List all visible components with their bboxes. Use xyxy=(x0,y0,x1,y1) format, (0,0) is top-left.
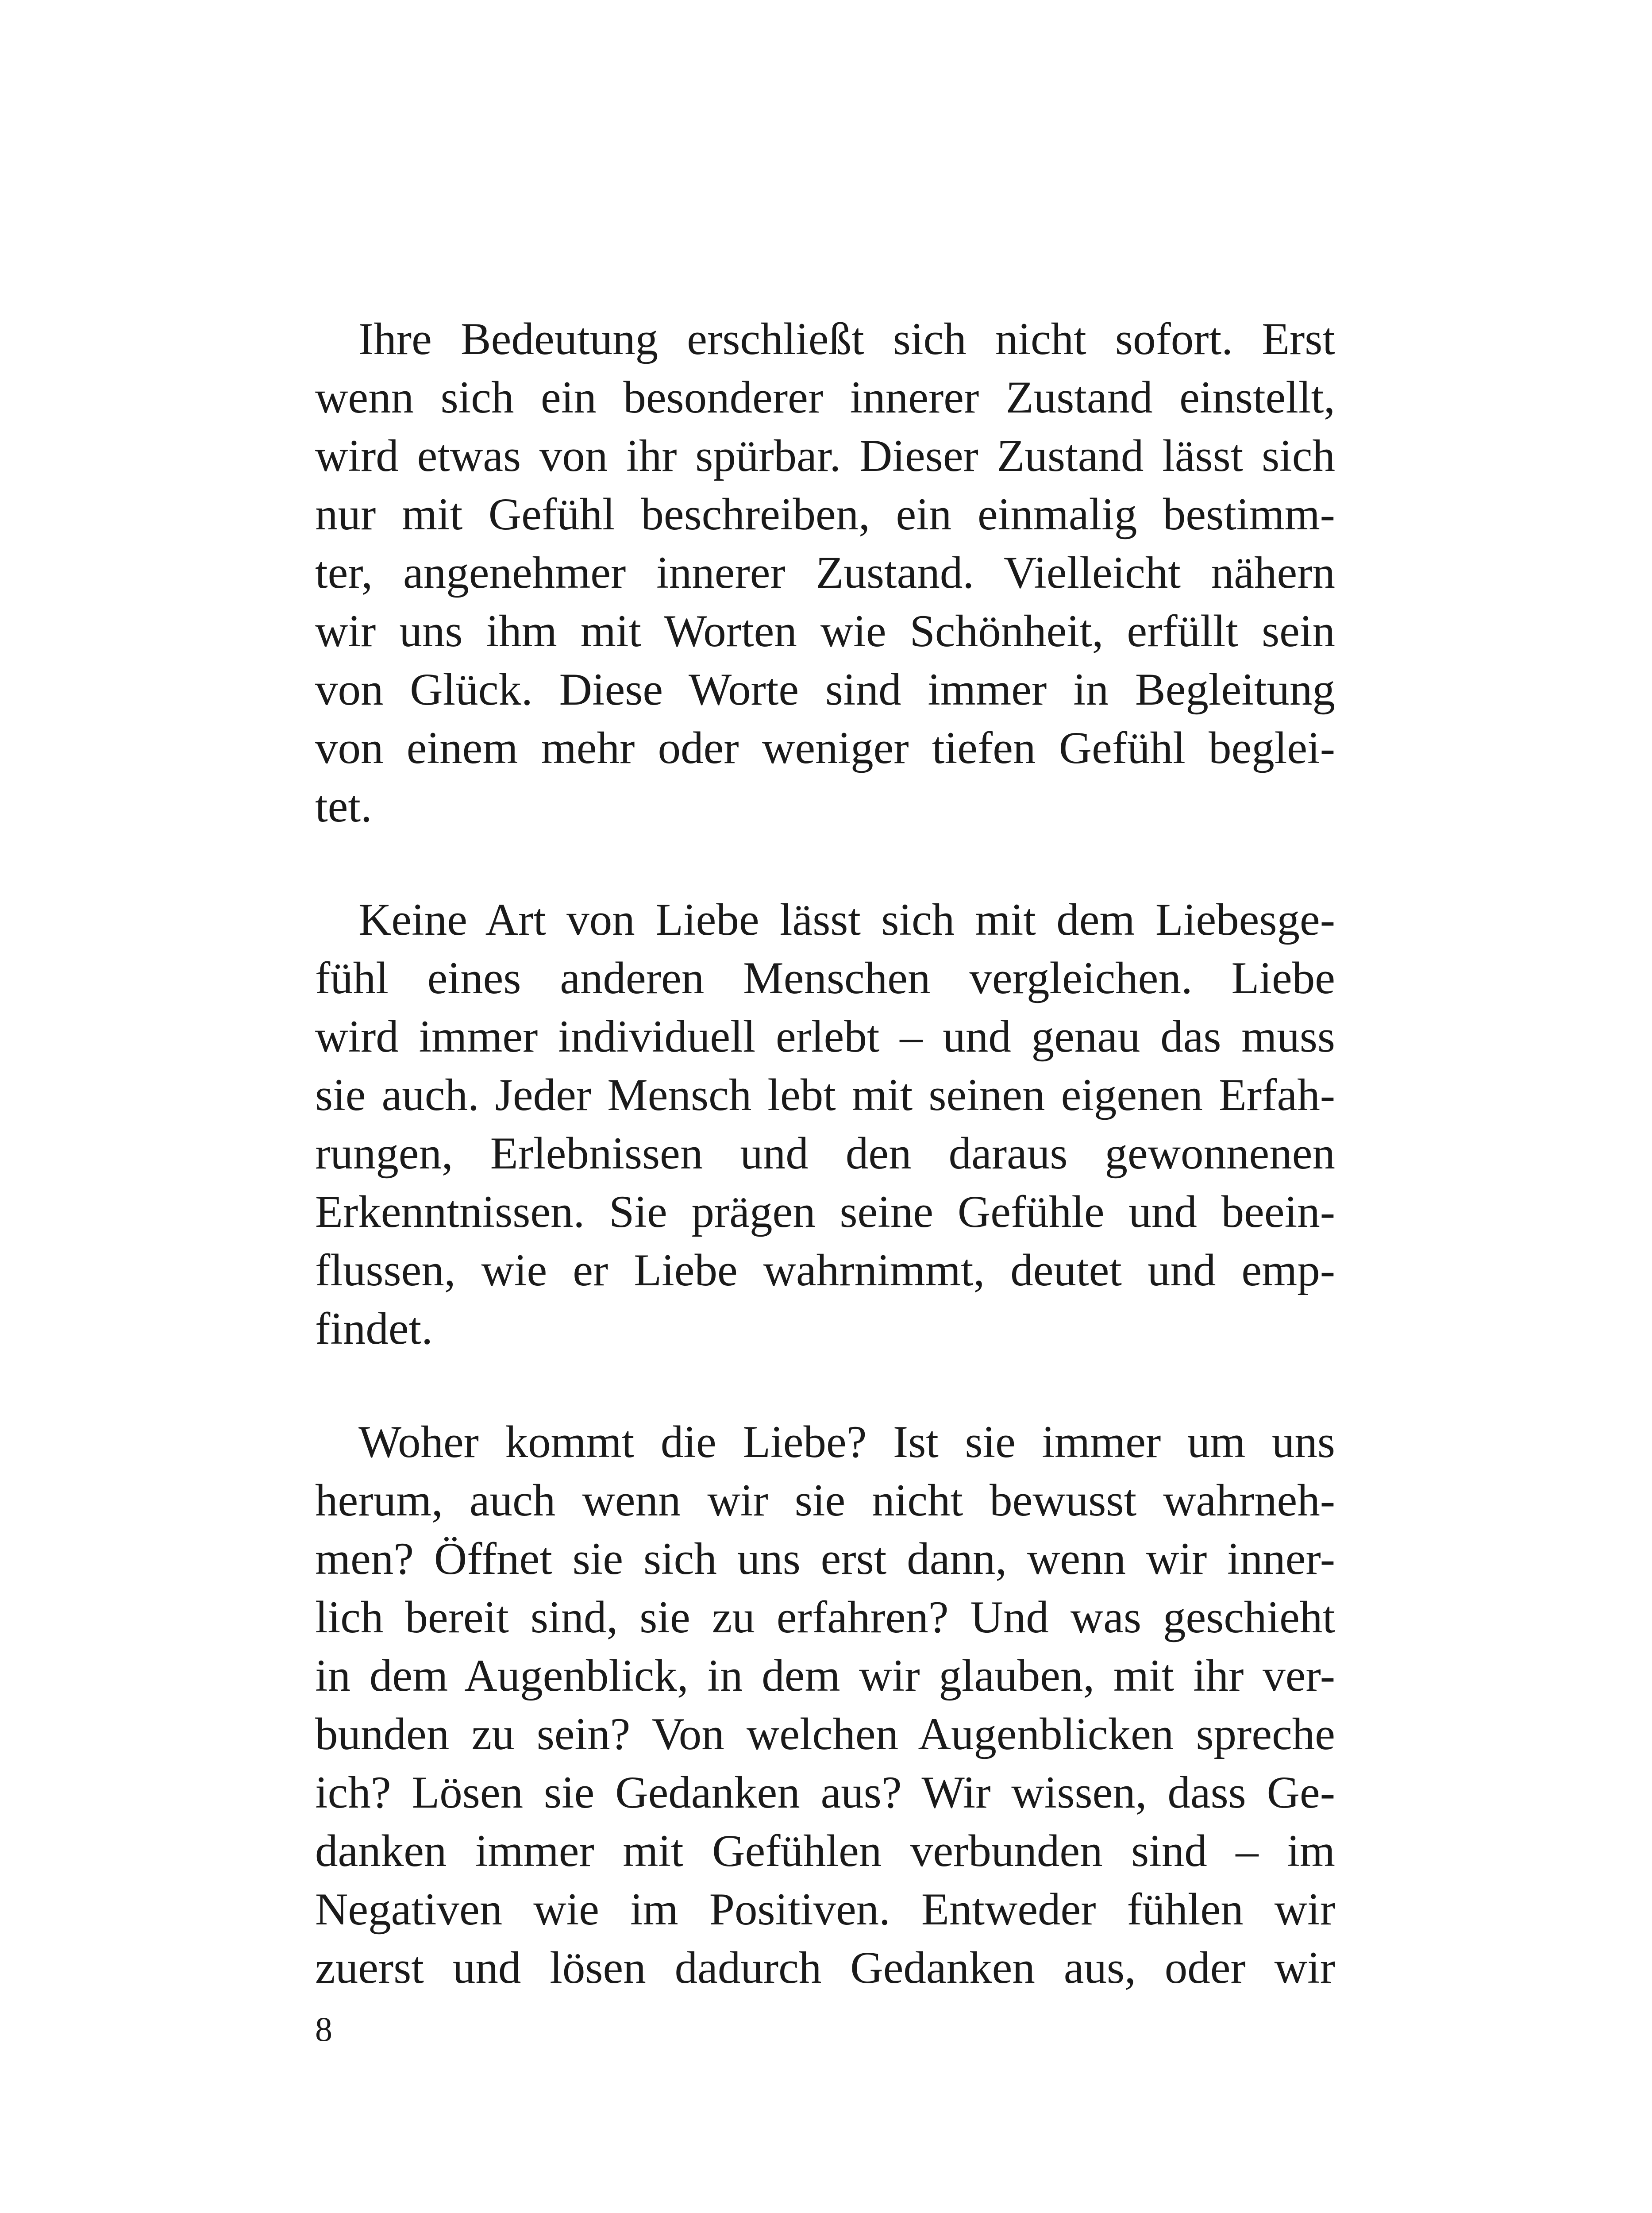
text-line: wir uns ihm mit Worten wie Schönheit, erfüllt sein xyxy=(315,606,1335,656)
text-line: fühl eines anderen Menschen vergleichen. Liebe xyxy=(315,953,1335,1003)
text-line: rungen, Erlebnissen und den daraus gewonnenen xyxy=(315,1128,1335,1179)
page-number: 8 xyxy=(315,2010,332,2048)
text-line: ter, angenehmer innerer Zustand. Vielleicht nähern xyxy=(315,547,1335,598)
text-line: lich bereit sind, sie zu erfahren? Und was geschieht xyxy=(315,1592,1335,1642)
text-line: findet. xyxy=(315,1303,433,1354)
paragraph-3 xyxy=(315,1413,1335,1997)
text-line: wird immer individuell erlebt – und genau das muss xyxy=(315,1011,1335,1062)
text-line: Erkenntnissen. Sie prägen seine Gefühle und beein- xyxy=(315,1187,1335,1237)
text-line: von einem mehr oder weniger tiefen Gefühl beglei- xyxy=(315,723,1335,773)
text-line: tet. xyxy=(315,781,372,832)
text-line: zuerst und lösen dadurch Gedanken aus, oder wir xyxy=(315,1943,1335,1993)
text-line: herum, auch wenn wir sie nicht bewusst wahrneh- xyxy=(315,1475,1335,1526)
text-line: wird etwas von ihr spürbar. Dieser Zustand lässt sich xyxy=(315,431,1335,481)
paragraph-2 xyxy=(315,891,1335,1358)
body-text xyxy=(315,310,1335,1997)
text-line: Negativen wie im Positiven. Entweder fühlen wir xyxy=(315,1884,1335,1935)
text-line: Keine Art von Liebe lässt sich mit dem Liebesge- xyxy=(358,894,1335,945)
text-line: ich? Lösen sie Gedanken aus? Wir wissen, dass Ge- xyxy=(315,1767,1335,1818)
text-line: danken immer mit Gefühlen verbunden sind – im xyxy=(315,1826,1335,1876)
text-line: Ihre Bedeutung erschließt sich nicht sofort. Erst xyxy=(358,314,1335,364)
text-line: von Glück. Diese Worte sind immer in Begleitung xyxy=(315,664,1335,715)
text-line: men? Öffnet sie sich uns erst dann, wenn wir inner- xyxy=(315,1534,1335,1584)
paragraph-1 xyxy=(315,310,1335,836)
text-line: wenn sich ein besonderer innerer Zustand einstellt, xyxy=(315,372,1335,423)
text-line: sie auch. Jeder Mensch lebt mit seinen eigenen Erfah- xyxy=(315,1070,1335,1120)
text-line: nur mit Gefühl beschreiben, ein einmalig bestimm- xyxy=(315,489,1335,540)
text-line: flussen, wie er Liebe wahrnimmt, deutet und emp- xyxy=(315,1245,1335,1295)
text-line: bunden zu sein? Von welchen Augenblicken spreche xyxy=(315,1709,1335,1759)
text-line: Woher kommt die Liebe? Ist sie immer um uns xyxy=(358,1417,1335,1467)
text-line: in dem Augenblick, in dem wir glauben, mit ihr ver- xyxy=(315,1650,1335,1701)
